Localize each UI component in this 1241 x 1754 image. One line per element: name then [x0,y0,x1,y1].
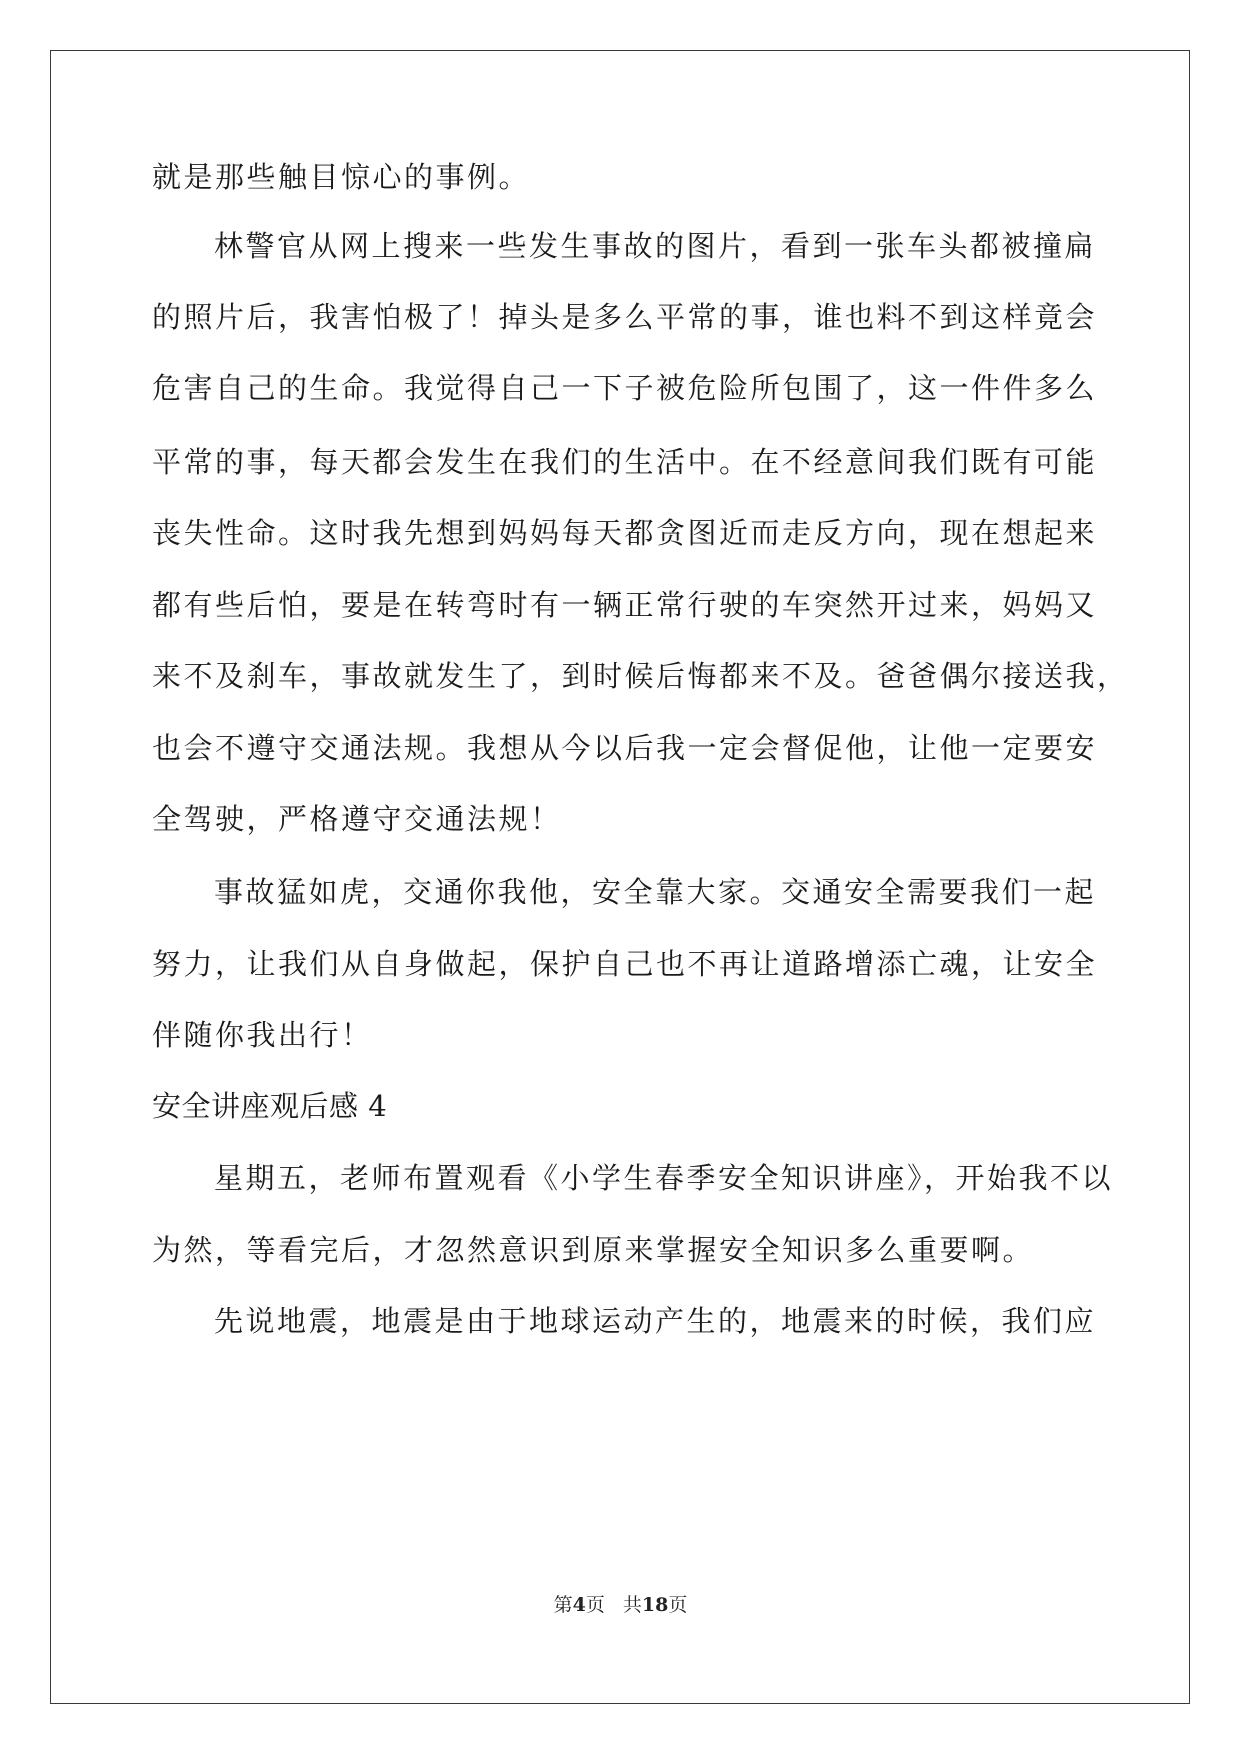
body-text-line: 危害自己的生命。我觉得自己一下子被危险所包围了，这一件件多么 [152,371,1098,405]
body-text-line: 全驾驶，严格遵守交通法规！ [152,802,562,836]
body-text-line: 丧失性命。这时我先想到妈妈每天都贪图近而走反方向，现在想起来 [152,516,1098,550]
body-text-line: 也会不遵守交通法规。我想从今以后我一定会督促他，让他一定要安 [152,731,1098,765]
page-label-suffix: 页 [585,1594,605,1616]
page-footer [0,1590,1241,1617]
body-text-line: 伴随你我出行！ [152,1018,373,1052]
paragraph-first-line: 星期五，老师布置观看《小学生春季安全知识讲座》，开始我不以 [214,1161,1114,1195]
total-label-prefix: 共 [622,1594,642,1616]
current-page-number: 4 [572,1594,586,1616]
body-text-line: 努力，让我们从自身做起，保护自己也不再让道路增添亡魂，让安全 [152,947,1098,981]
body-text-line: 都有些后怕，要是在转弯时有一辆正常行驶的车突然开过来，妈妈又 [152,588,1098,622]
page-label-prefix: 第 [553,1594,573,1616]
body-text-line: 为然，等看完后，才忽然意识到原来掌握安全知识多么重要啊。 [152,1233,1035,1267]
body-text-line: 来不及刹车，事故就发生了，到时候后悔都来不及。爸爸偶尔接送我， [152,659,1129,693]
body-text-line: 平常的事，每天都会发生在我们的生活中。在不经意间我们既有可能 [152,445,1098,479]
section-heading: 安全讲座观后感 4 [152,1089,388,1123]
body-text-line: 的照片后，我害怕极了！掉头是多么平常的事，谁也料不到这样竟会 [152,300,1098,334]
paragraph-first-line: 先说地震，地震是由于地球运动产生的，地震来的时候，我们应 [214,1304,1097,1338]
total-label-suffix: 页 [668,1594,688,1616]
total-page-count: 18 [641,1594,669,1616]
body-text-line: 就是那些触目惊心的事例。 [152,160,531,194]
paragraph-first-line: 林警官从网上搜来一些发生事故的图片，看到一张车头都被撞扁 [214,229,1097,263]
paragraph-first-line: 事故猛如虎，交通你我他，安全靠大家。交通安全需要我们一起 [214,875,1097,909]
